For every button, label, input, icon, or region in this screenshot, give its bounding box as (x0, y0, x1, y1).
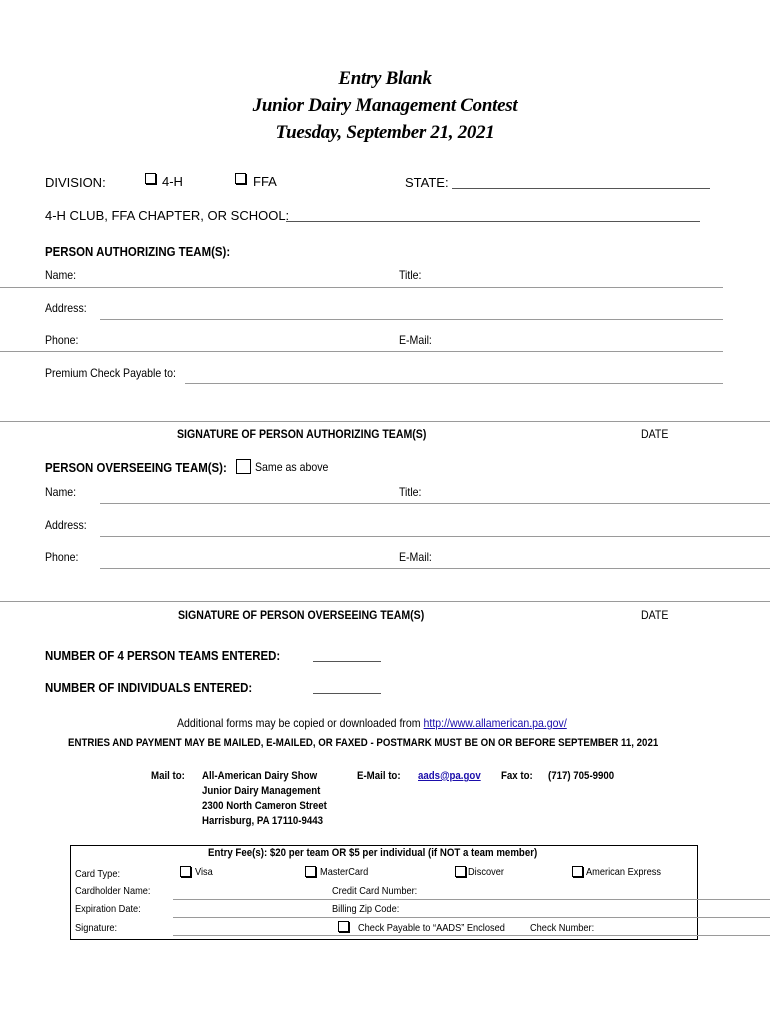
individuals-count-label: NUMBER OF INDIVIDUALS ENTERED: (45, 680, 253, 695)
visa-checkbox[interactable] (180, 866, 191, 877)
auth-name-field[interactable] (0, 287, 723, 288)
over-phone-field[interactable] (100, 568, 770, 569)
card-number-label: Credit Card Number: (332, 885, 418, 897)
mail-line3: 2300 North Cameron Street (202, 800, 327, 812)
same-as-above-label: Same as above (255, 460, 329, 474)
fax-number: (717) 705-9900 (548, 770, 615, 782)
email-to-link[interactable]: aads@pa.gov (418, 770, 481, 782)
auth-email-label: E-Mail: (399, 333, 432, 347)
expiration-label: Expiration Date: (75, 903, 141, 915)
auth-name-label: Name: (45, 268, 77, 282)
forms-link[interactable]: http://www.allamerican.pa.gov/ (423, 716, 567, 730)
contest-name: Junior Dairy Management Contest (252, 95, 518, 116)
state-field[interactable] (452, 188, 710, 189)
over-email-label: E-Mail: (399, 550, 432, 564)
premium-label: Premium Check Payable to: (45, 366, 176, 380)
amex-label: American Express (586, 866, 661, 878)
auth-address-label: Address: (45, 301, 87, 315)
auth-phone-field[interactable] (0, 351, 723, 352)
mail-line4: Harrisburg, PA 17110-9443 (202, 815, 324, 827)
overseeing-heading: PERSON OVERSEEING TEAM(S): (45, 460, 227, 475)
cardholder-label: Cardholder Name: (75, 885, 151, 897)
auth-signature-line[interactable] (0, 421, 770, 422)
auth-title-label: Title: (399, 268, 422, 282)
premium-field[interactable] (185, 383, 723, 384)
mail-line2: Junior Dairy Management (202, 785, 321, 797)
check-enclosed-checkbox[interactable] (338, 921, 349, 932)
over-signature-label: SIGNATURE OF PERSON OVERSEEING TEAM(S) (178, 608, 425, 622)
forms-note-text: Additional forms may be copied or downloaded from (177, 716, 421, 730)
expiration-field[interactable] (173, 917, 770, 918)
mail-line1: All-American Dairy Show (202, 770, 318, 782)
forms-note (177, 716, 567, 730)
club-label: 4-H CLUB, FFA CHAPTER, OR SCHOOL: (45, 208, 290, 223)
over-phone-label: Phone: (45, 550, 79, 564)
teams-count-label: NUMBER OF 4 PERSON TEAMS ENTERED: (45, 648, 281, 663)
mastercard-checkbox[interactable] (305, 866, 316, 877)
check-number-label: Check Number: (530, 922, 595, 934)
fax-to-label: Fax to: (501, 770, 533, 782)
over-title-label: Title: (399, 485, 422, 499)
email-to-label: E-Mail to: (357, 770, 401, 782)
auth-address-field[interactable] (100, 319, 723, 320)
fee-heading: Entry Fee(s): $20 per team OR $5 per individual (if NOT a team member) (208, 847, 538, 859)
authorizing-heading: PERSON AUTHORIZING TEAM(S): (45, 244, 231, 259)
mastercard-label: MasterCard (320, 866, 369, 878)
signature-field[interactable] (173, 935, 770, 936)
mail-label: Mail to: (151, 770, 185, 782)
discover-checkbox[interactable] (455, 866, 466, 877)
club-field[interactable] (286, 221, 700, 222)
state-label: STATE: (405, 175, 449, 190)
over-name-label: Name: (45, 485, 77, 499)
over-name-field[interactable] (100, 503, 770, 504)
auth-date-label: DATE (641, 427, 669, 441)
over-address-label: Address: (45, 518, 87, 532)
form-title: Entry Blank (338, 68, 432, 89)
individuals-count-field[interactable] (313, 693, 381, 694)
cardholder-field[interactable] (173, 899, 770, 900)
contest-date: Tuesday, September 21, 2021 (275, 122, 495, 143)
division-label: DIVISION: (45, 175, 106, 190)
check-enclosed-label: Check Payable to “AADS” Enclosed (358, 922, 505, 934)
visa-label: Visa (195, 866, 213, 878)
zip-label: Billing Zip Code: (332, 903, 400, 915)
auth-signature-label: SIGNATURE OF PERSON AUTHORIZING TEAM(S) (177, 427, 427, 441)
discover-label: Discover (468, 866, 504, 878)
over-date-label: DATE (641, 608, 669, 622)
option-4h-label: 4-H (162, 174, 183, 189)
checkbox-ffa[interactable] (235, 173, 246, 184)
signature-label: Signature: (75, 922, 118, 934)
option-ffa-label: FFA (253, 174, 277, 189)
amex-checkbox[interactable] (572, 866, 583, 877)
auth-phone-label: Phone: (45, 333, 79, 347)
over-signature-line[interactable] (0, 601, 770, 602)
card-type-label: Card Type: (75, 868, 121, 880)
over-address-field[interactable] (100, 536, 770, 537)
teams-count-field[interactable] (313, 661, 381, 662)
same-as-above-checkbox[interactable] (236, 459, 251, 474)
deadline-note: ENTRIES AND PAYMENT MAY BE MAILED, E-MAILED, OR FAXED - POSTMARK MUST BE ON OR BEFORE SEPTEMBER 11, 2021 (68, 737, 659, 749)
checkbox-4h[interactable] (145, 173, 156, 184)
